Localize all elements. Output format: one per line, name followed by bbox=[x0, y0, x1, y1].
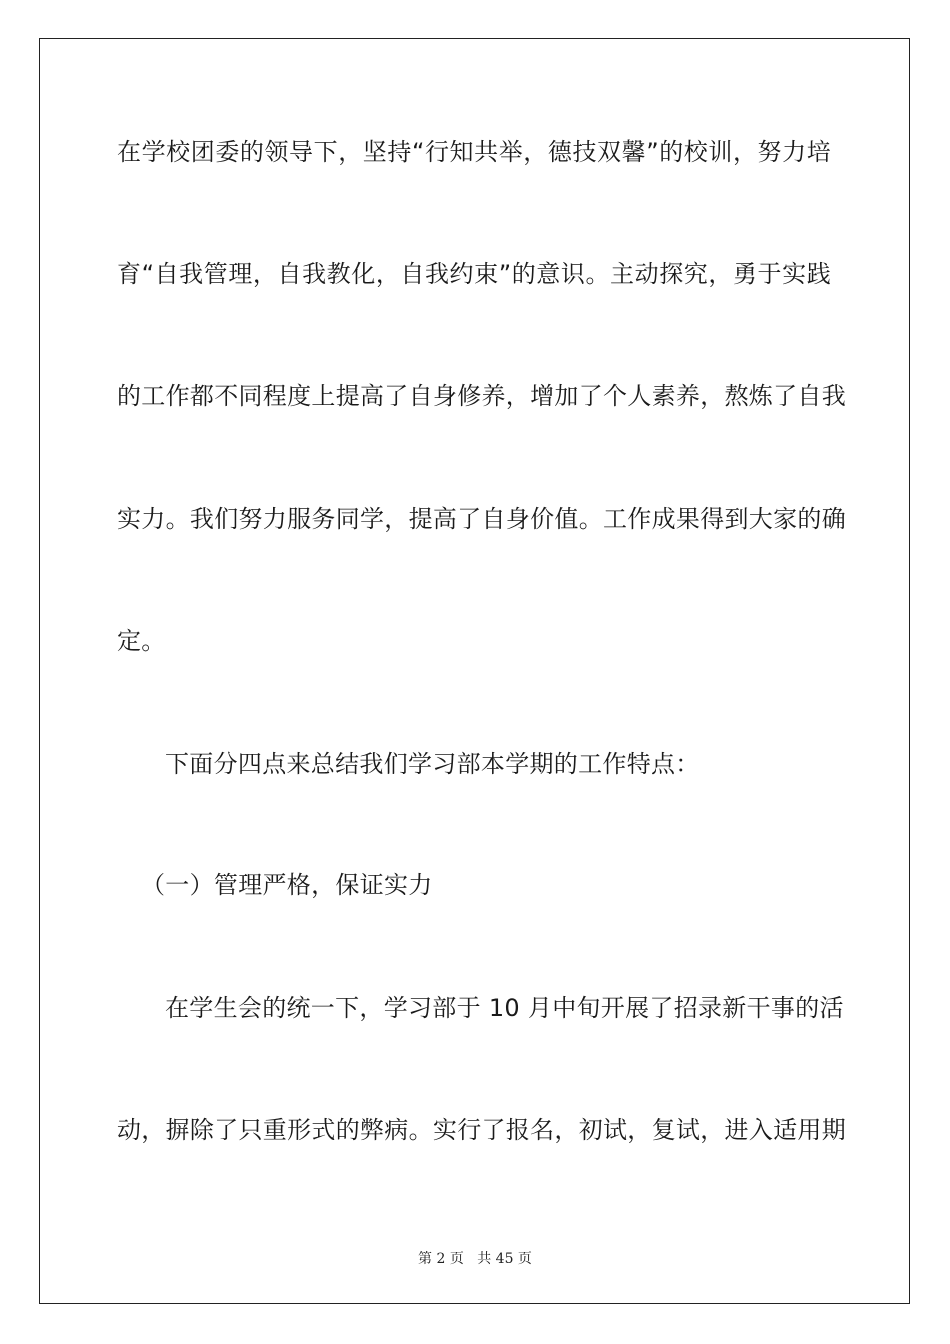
page-total: 共 45 页 bbox=[477, 1251, 532, 1267]
section-intro-line: 下面分四点来总结我们学习部本学期的工作特点： bbox=[165, 750, 700, 778]
paragraph-line-9: 动，摒除了只重形式的弊病。实行了报名，初试，复试，进入适用期 bbox=[117, 1116, 846, 1144]
paragraph-line-3: 的工作都不同程度上提高了自身修养，增加了个人素养，熬炼了自我 bbox=[117, 382, 846, 410]
paragraph-line-5: 定。 bbox=[117, 627, 166, 655]
page-footer bbox=[0, 1248, 950, 1268]
page-number: 第 2 页 bbox=[418, 1251, 464, 1267]
paragraph-line-2: 育“自我管理，自我教化，自我约束”的意识。主动探究，勇于实践 bbox=[117, 260, 831, 288]
paragraph-line-8: 在学生会的统一下，学习部于 10 月中旬开展了招录新干事的活 bbox=[165, 994, 844, 1022]
section-heading-1: （一）管理严格，保证实力 bbox=[141, 871, 433, 899]
paragraph-line-4: 实力。我们努力服务同学，提高了自身价值。工作成果得到大家的确 bbox=[117, 505, 846, 533]
paragraph-line-1: 在学校团委的领导下，坚持“行知共举，德技双馨”的校训，努力培 bbox=[117, 138, 831, 166]
